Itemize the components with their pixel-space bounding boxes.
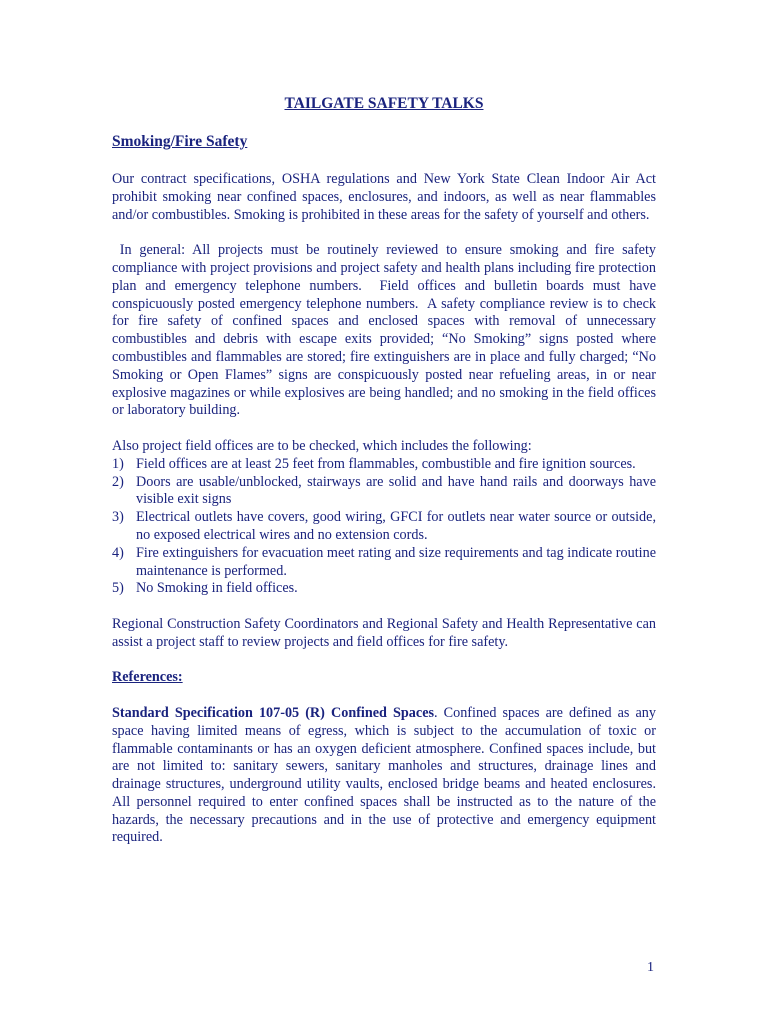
checklist-intro: Also project field offices are to be checked, which includes the following: (112, 437, 532, 454)
list-item-number: 1) (112, 455, 124, 472)
general-paragraph: In general: All projects must be routinely reviewed to ensure smoking and fire safety compliance with project provisions and project safety and health plans including fire protection plan and emergency telephone numbers. Field offices and bulletin boards must have conspicuously posted emergency telephone numbers. A safety compliance review is to check for fire safety of confined spaces and enclosed spaces with removal of unnecessary combustibles and debris with escape exits provided; “No Smoking” signs posted where combustibles and flammables are stored; fire extinguishers are in place and fully charged; “No Smoking or Open Flames” signs are conspicuously posted near refueling areas, in or near explosive magazines or while explosives are being handled; and no smoking in the field offices or laboratory building. (112, 242, 660, 419)
reference-paragraph (112, 705, 656, 847)
list-item-number: 4) (112, 544, 124, 561)
list-item-text: Fire extinguishers for evacuation meet rating and size requirements and tag indicate routine maintenance is performed. (136, 544, 656, 579)
references-heading: References: (112, 669, 183, 686)
document-title: TAILGATE SAFETY TALKS (284, 95, 484, 112)
list-item-text: No Smoking in field offices. (136, 580, 298, 597)
list-item-text: Electrical outlets have covers, good wiring, GFCI for outlets near water source or outside, no exposed electrical wires and no extension cords. (136, 509, 656, 543)
list-item-text: Doors are usable/unblocked, stairways are solid and have hand rails and doorways have visible exit signs (136, 473, 656, 508)
intro-paragraph: Our contract specifications, OSHA regulations and New York State Clean Indoor Air Act prohibit smoking near confined spaces, enclosures, and indoors, as well as near flammables and/or combustibles. Smoking is prohibited in these areas for the safety of yourself and others. (112, 171, 656, 223)
list-item (112, 545, 656, 581)
list-item-number: 2) (112, 473, 124, 490)
list-item (112, 509, 656, 545)
list-item (112, 474, 656, 510)
reference-body: . Confined spaces are defined as any space having limited means of egress, which is subject to the accumulation of toxic or flammable contaminants or has an oxygen deficient atmosphere. Confined spaces include, but are not limited to: sanitary sewers, sanitary manholes and structures, drainage lines and drainage structures, underground utility vaults, enclosed bridge beams and heated enclosures. All personnel required to enter confined spaces shall be instructed as to the nature of the hazards, the necessary precautions and in the use of protective and emergency equipment required. (112, 704, 656, 846)
list-item-text: Field offices are at least 25 feet from flammables, combustible and fire ignition sources. (136, 455, 636, 472)
page-number: 1 (647, 960, 654, 975)
checklist (112, 456, 656, 598)
list-item (112, 580, 656, 598)
list-item-number: 3) (112, 509, 124, 526)
section-heading: Smoking/Fire Safety (112, 133, 248, 150)
list-item (112, 456, 656, 474)
list-item-number: 5) (112, 580, 124, 597)
reference-title: Standard Specification 107-05 (R) Confined Spaces (112, 704, 435, 721)
document-page (112, 95, 660, 847)
coordinators-paragraph: Regional Construction Safety Coordinators and Regional Safety and Health Representative can assist a project staff to review projects and field offices for fire safety. (112, 615, 656, 650)
